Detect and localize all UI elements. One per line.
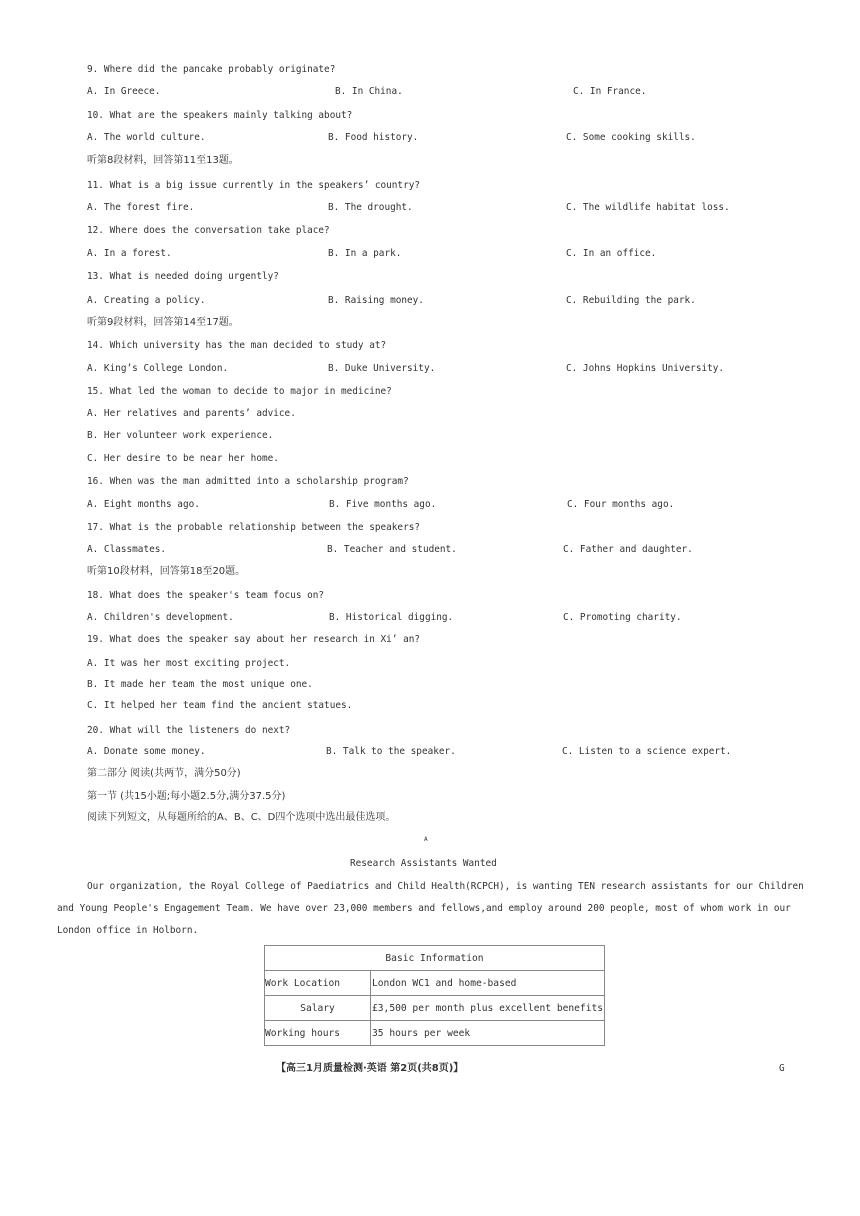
option-b: B. Raising money. — [328, 295, 424, 306]
table-value: London WC1 and home-based — [371, 971, 605, 996]
part-title: 第二部分 阅读(共两节，满分50分) — [87, 768, 241, 779]
question-stem: 13. What is needed doing urgently? — [87, 271, 279, 282]
option-b: B. Talk to the speaker. — [326, 746, 456, 757]
option-b: B. In China. — [335, 86, 403, 97]
table-value: 35 hours per week — [371, 1021, 605, 1046]
option-c: C. Father and daughter. — [563, 544, 693, 555]
question-stem: 14. Which university has the man decided to study at? — [87, 340, 387, 351]
option-a: A. Creating a policy. — [87, 295, 206, 306]
footer-mark: G — [779, 1063, 785, 1074]
option-a: A. It was her most exciting project. — [87, 658, 291, 669]
question-stem: 11. What is a big issue currently in the speakers’ country? — [87, 180, 421, 191]
question-stem: 18. What does the speaker's team focus on? — [87, 590, 325, 601]
section-instruction: 听第8段材料，回答第11至13题。 — [87, 155, 239, 166]
option-a: A. The world culture. — [87, 132, 206, 143]
option-b: B. It made her team the most unique one. — [87, 679, 313, 690]
option-c: C. Her desire to be near her home. — [87, 453, 279, 464]
question-stem: 15. What led the woman to decide to major in medicine? — [87, 386, 392, 397]
page-footer: 【高三1月质量检测·英语 第2页(共8页)】 — [276, 1063, 464, 1074]
option-b: B. Duke University. — [328, 363, 436, 374]
section-instruction: 听第9段材料，回答第14至17题。 — [87, 317, 239, 328]
option-b: B. In a park. — [328, 248, 402, 259]
passage-label: A — [424, 836, 428, 843]
option-c: C. The wildlife habitat loss. — [566, 202, 730, 213]
option-c: C. Listen to a science expert. — [562, 746, 732, 757]
option-a: A. Children's development. — [87, 612, 234, 623]
question-stem: 16. When was the man admitted into a scholarship program? — [87, 476, 409, 487]
table-row — [265, 1021, 605, 1046]
section-title: 第一节 (共15小题;每小题2.5分,满分37.5分) — [87, 791, 286, 802]
option-c: C. In an office. — [566, 248, 657, 259]
option-c: C. Some cooking skills. — [566, 132, 696, 143]
option-c: C. It helped her team find the ancient statues. — [87, 700, 353, 711]
option-c: C. Johns Hopkins University. — [566, 363, 725, 374]
passage-line: London office in Holborn. — [57, 925, 199, 936]
option-c: C. Promoting charity. — [563, 612, 682, 623]
question-stem: 20. What will the listeners do next? — [87, 725, 291, 736]
option-b: B. Her volunteer work experience. — [87, 430, 274, 441]
table-value: £3,500 per month plus excellent benefits — [371, 996, 605, 1021]
option-a: A. In Greece. — [87, 86, 161, 97]
question-stem: 9. Where did the pancake probably originate? — [87, 64, 336, 75]
option-a: A. Eight months ago. — [87, 499, 200, 510]
table-key: Work Location — [265, 971, 371, 996]
table-row — [265, 971, 605, 996]
basic-info-table — [264, 945, 605, 1046]
table-row — [265, 996, 605, 1021]
table-header-row — [265, 946, 605, 971]
option-b: B. Teacher and student. — [327, 544, 457, 555]
option-a: A. The forest fire. — [87, 202, 195, 213]
table-key: Working hours — [265, 1021, 371, 1046]
option-c: C. In France. — [573, 86, 647, 97]
option-c: C. Four months ago. — [567, 499, 675, 510]
passage-line: Our organization, the Royal College of Paediatrics and Child Health(RCPCH), is wanting TEN research assistants for our Children — [87, 881, 804, 892]
option-a: A. In a forest. — [87, 248, 172, 259]
option-a: A. King’s College London. — [87, 363, 229, 374]
passage-line: and Young People's Engagement Team. We have over 23,000 members and fellows,and employ around 200 people, most of whom work in our — [57, 903, 791, 914]
option-a: A. Classmates. — [87, 544, 167, 555]
option-a: A. Donate some money. — [87, 746, 206, 757]
question-stem: 19. What does the speaker say about her research in Xi’ an? — [87, 634, 421, 645]
passage-title: Research Assistants Wanted — [350, 858, 497, 869]
table-header: Basic Information — [265, 946, 605, 971]
option-b: B. The drought. — [328, 202, 413, 213]
option-b: B. Food history. — [328, 132, 419, 143]
option-c: C. Rebuilding the park. — [566, 295, 696, 306]
option-b: B. Five months ago. — [329, 499, 437, 510]
table-key: Salary — [265, 996, 371, 1021]
question-stem: 10. What are the speakers mainly talking about? — [87, 110, 353, 121]
section-instruction: 听第10段材料，回答第18至20题。 — [87, 566, 246, 577]
question-stem: 17. What is the probable relationship between the speakers? — [87, 522, 421, 533]
reading-instruction: 阅读下列短文，从每题所给的A、B、C、D四个选项中选出最佳选项。 — [87, 812, 396, 823]
question-stem: 12. Where does the conversation take place? — [87, 225, 330, 236]
option-a: A. Her relatives and parents’ advice. — [87, 408, 296, 419]
option-b: B. Historical digging. — [329, 612, 454, 623]
